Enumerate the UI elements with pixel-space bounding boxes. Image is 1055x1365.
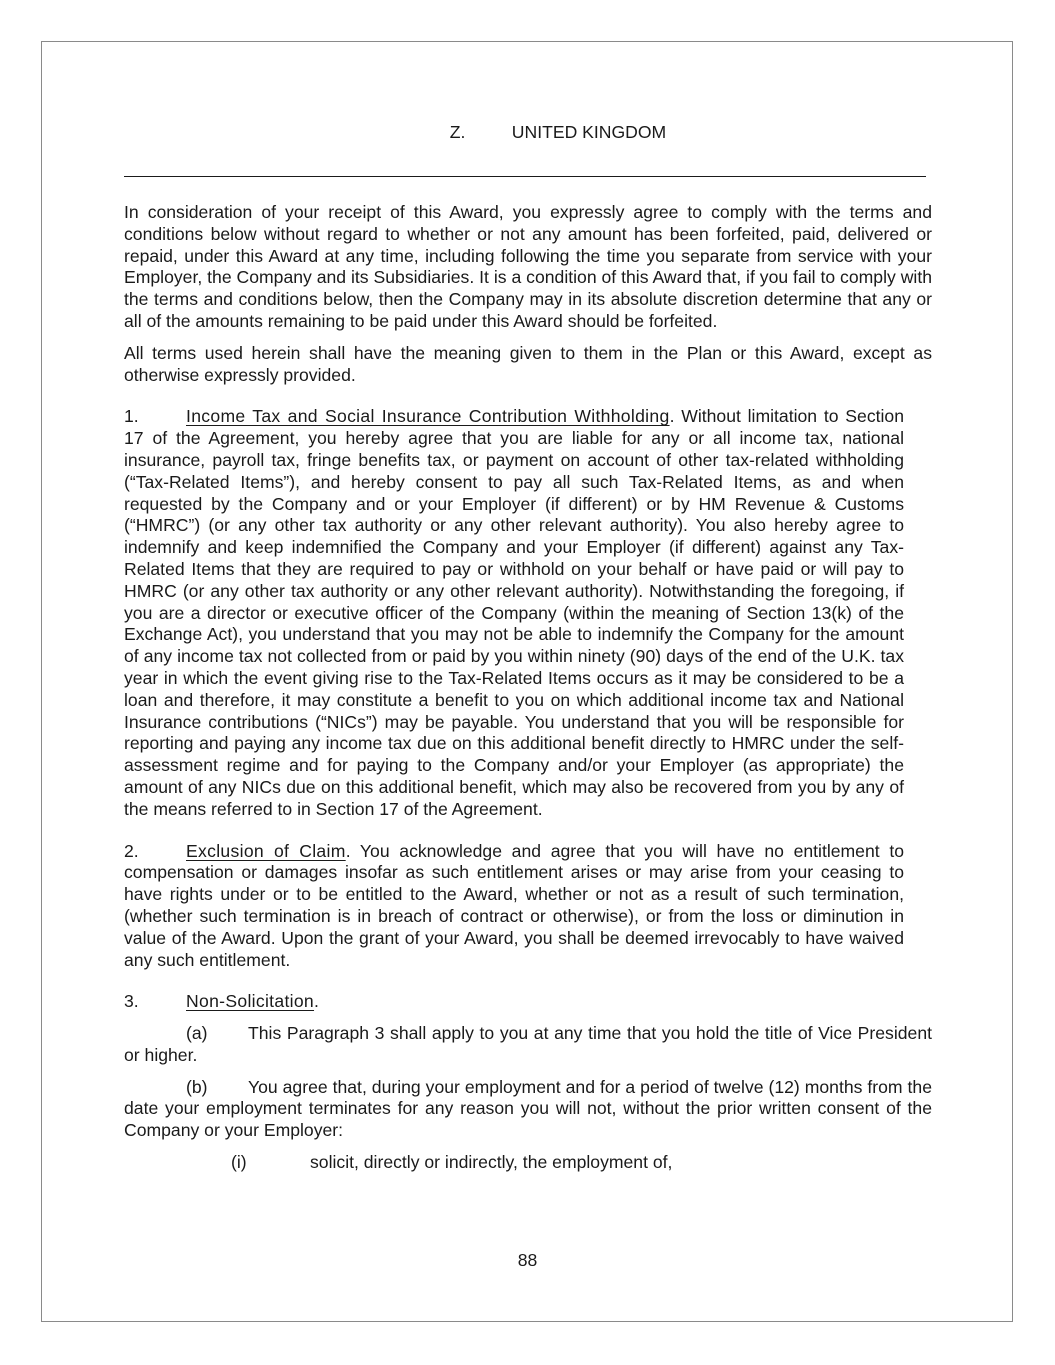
section-3 xyxy=(124,991,932,1013)
page-number: 88 xyxy=(517,1250,538,1270)
section-3-title: Non-Solicitation xyxy=(186,991,315,1012)
section-2 xyxy=(124,841,904,972)
section-2-title: Exclusion of Claim xyxy=(186,840,346,861)
section-1-number: 1. xyxy=(124,406,139,427)
section-2-number: 2. xyxy=(124,840,139,861)
subsection-a-label: (a) xyxy=(186,1023,208,1044)
roman-item-i xyxy=(124,1152,932,1174)
heading-rule xyxy=(124,176,926,177)
subsection-b-text: You agree that, during your employment and for a period of twelve (12) months from the date your employment terminates for any reason you will not, without the prior written consent of the Company or your Employer: xyxy=(124,1076,932,1141)
section-heading xyxy=(124,122,932,148)
document-body xyxy=(124,122,932,1174)
subsection-a-text: This Paragraph 3 shall apply to you at any time that you hold the title of Vice President or higher. xyxy=(124,1023,932,1065)
heading-title: UNITED KINGDOM xyxy=(511,122,667,142)
subsection-b xyxy=(124,1077,932,1142)
definitions-paragraph: All terms used herein shall have the meaning given to them in the Plan or this Award, except as otherwise expressly provided. xyxy=(124,342,932,385)
heading-letter: Z. xyxy=(449,122,466,142)
roman-item-i-text: solicit, directly or indirectly, the employment of, xyxy=(310,1152,673,1173)
section-3-body: . xyxy=(314,991,319,1012)
section-3-number: 3. xyxy=(124,991,139,1012)
section-1-body: . Without limitation to Section 17 of the Agreement, you hereby agree that you are liable for any or all income tax, national insurance, payroll tax, fringe benefits tax, or payment on account of other tax-related withholding (“Tax-Related Items”), and hereby consent to pay all such Tax-Related Items, as and when requested by the Company and or your Employer (if different) or by HM Revenue & Customs (“HMRC”) (or any other tax authority or any other relevant authority). You also hereby agree to indemnify and keep indemnified the Company and your Employer (if different) against any Tax-Related Items that they are required to pay or withhold on your behalf or have paid or will pay to HMRC (or any other tax authority or any other relevant authority). Notwithstanding the foregoing, if you are a director or executive officer of the Company (within the meaning of Section 13(k) of the Exchange Act), you understand that you may not be able to indemnify the Company for the amount of any income tax not collected from or paid by you within ninety (90) days of the end of the U.K. tax year in which the event giving rise to the Tax-Related Items occurs as it may be considered to be a loan and therefore, it may constitute a benefit to you on which additional income tax and National Insurance contributions (“NICs”) may be payable. You understand that you will be responsible for reporting and paying any income tax due on this additional benefit directly to HMRC under the self-assessment regime and for paying to the Company and/or your Employer (as appropriate) the amount of any NICs due on this additional benefit, which may also be recovered from you by any of the means referred to in Section 17 of the Agreement. xyxy=(124,406,904,819)
section-2-body: . You acknowledge and agree that you will have no entitlement to compensation or damages insofar as such entitlement arises or may arise from your ceasing to have rights under or to be entitled to the Award, whether or not as a result of such termination, (whether such termination is in breach of contract or otherwise), or from the loss or diminution in value of the Award. Upon the grant of your Award, you shall be deemed irrevocably to have waived any such entitlement. xyxy=(124,840,904,970)
roman-item-i-label: (i) xyxy=(231,1152,247,1173)
section-1 xyxy=(124,406,904,820)
subsection-a xyxy=(124,1023,932,1067)
intro-paragraph: In consideration of your receipt of this Award, you expressly agree to comply with the terms and conditions below without regard to whether or not any amount has been forfeited, paid, delivered or repaid, under this Award at any time, including following the time you separate from service with your Employer, the Company and its Subsidiaries. It is a condition of this Award that, if you fail to comply with the terms and conditions below, then the Company may in its absolute discretion determine that any or all of the amounts remaining to be paid under this Award should be forfeited. xyxy=(124,202,932,331)
section-1-title: Income Tax and Social Insurance Contribution Withholding xyxy=(186,406,670,427)
subsection-b-label: (b) xyxy=(186,1076,208,1097)
